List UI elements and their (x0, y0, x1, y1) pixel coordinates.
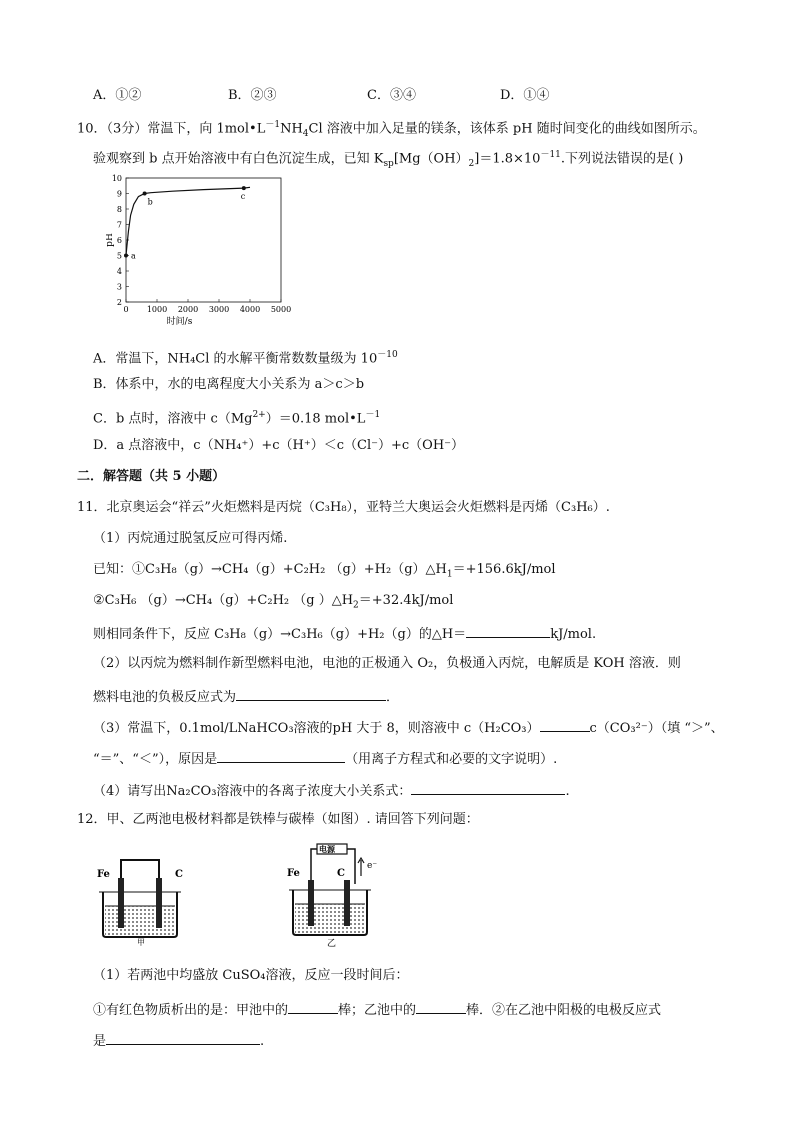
y-tick-label: 3 (116, 282, 122, 292)
fe-label: Fe (287, 868, 300, 879)
q12-part1: （1）若两池中均盛放 CuSO₄溶液，反应一段时间后： (93, 968, 409, 983)
q10-option-b: B．体系中，水的电离程度大小关系为 a＞c＞b (93, 377, 365, 392)
q12-intro: 12．甲、乙两池电极材料都是铁棒与碳棒（如图）. 请回答下列问题： (77, 812, 479, 827)
answer-blank[interactable] (217, 748, 345, 763)
ph-time-svg (106, 172, 296, 332)
q12-part1-b: 是 . (93, 1030, 264, 1051)
c-label: C (175, 869, 183, 880)
ph-curve (126, 187, 250, 255)
cell-jia-figure (95, 852, 195, 947)
jia-caption: 甲 (137, 938, 145, 947)
y-tick-label: 6 (116, 236, 122, 245)
x-tick-label: 4000 (239, 305, 261, 314)
q11-known-2: ②C₃H₆ （g）→CH₄（g）+C₂H₂ （g ）$\triangle H_2=+32.4kJ$/mol (93, 593, 454, 611)
section-2-heading: 二．解答题（共 5 小题） (77, 469, 226, 484)
x-tick-label: 5000 (270, 305, 292, 314)
q11-known-1: 已知：①C₃H₈（g）→CH₄（g）+C₂H₂ $(g)+H_2(g)\triangle H_1=+156.6kJ$/mol (93, 562, 556, 580)
point-a (124, 254, 128, 258)
x-tick-label: 1000 (146, 305, 168, 314)
point-label-b: b (147, 197, 153, 207)
q11-intro: 11．北京奥运会“祥云”火炬燃料是丙烷（C₃H₈），亚特兰大奥运会火炬燃料是丙烯（C₃H₆）. (77, 500, 610, 515)
x-axis-label: 时间/s (166, 317, 193, 327)
ph-time-chart (106, 172, 296, 332)
y-tick-label: 8 (116, 205, 122, 214)
point-label-a: a (131, 251, 136, 261)
x-tick-label: 3000 (208, 305, 230, 314)
fe-label: Fe (97, 869, 110, 880)
y-tick-label: 10 (111, 174, 122, 183)
q11-part2-b: 燃料电池的负极反应式为 ． (93, 686, 399, 707)
q11-part3-b: “＝”、“＜”），原因是 （用离子方程式和必要的文字说明）. (93, 748, 557, 769)
option-d: D．①④ (500, 88, 550, 103)
q11-part4: （4）请写出Na₂CO₃溶液中的各离子浓度大小关系式： . (93, 780, 570, 801)
q11-then: 则相同条件下，反应 C₃H₈（g）→C₃H₆（g）+H₂（g）的△H＝ kJ/mol. (93, 623, 596, 644)
answer-blank[interactable] (540, 717, 590, 732)
y-tick-label: 9 (116, 189, 122, 199)
y-tick-label: 7 (116, 220, 122, 230)
q10-line1: 10．（3分）常温下，向 $1mol•L^{-1}NH_4Cl$ 溶液中加入足量的镁条，该体系 pH 随时间变化的曲线如图所示。 (77, 120, 706, 139)
option-c: C．③④ (367, 88, 416, 103)
q11-part1: （1）丙烷通过脱氢反应可得丙烯. (93, 531, 288, 546)
yi-caption: 乙 (327, 939, 337, 949)
q12-part1-a: ①有红色物质析出的是：甲池中的 棒；乙池中的 棒．②在乙池中阳极的电极反应式 (93, 999, 661, 1020)
answer-blank[interactable] (466, 623, 550, 638)
answer-blank[interactable] (416, 999, 466, 1014)
q10-option-d: D．a 点溶液中，c（NH₄⁺）+c（H⁺）＜c（Cl⁻）+c（OH⁻） (93, 438, 465, 453)
y-tick-label: 4 (116, 267, 122, 276)
cell-yi-figure (285, 838, 385, 950)
c-label: C (337, 868, 345, 879)
x-tick-label: 2000 (177, 305, 199, 314)
y-axis-label: pH (106, 233, 115, 247)
q10-line2: 验观察到 b 点开始溶液中有白色沉淀生成，已知 $K_{sp}[Mg(OH)_2]=1.8\times 10^{-11}$.下列说法错误的是( ) (93, 150, 684, 169)
y-tick-label: 5 (116, 251, 122, 261)
answer-blank[interactable] (106, 1030, 260, 1045)
x-tick-label: 0 (123, 305, 129, 314)
option-b: B．②③ (228, 88, 277, 103)
power-source-label: 电源 (319, 844, 335, 854)
q11-part2: （2）以丙烷为燃料制作新型燃料电池，电池的正极通入 O₂，负极通入丙烷，电解质是 KOH 溶液．则 (93, 656, 681, 671)
y-tick-label: 2 (116, 298, 122, 307)
q10-option-c: C．b 点时，溶液中 $c(Mg^{2+})=0.18$ $mol•L^{-1}$ (93, 410, 381, 427)
q10-option-a: A．常温下，NH₄Cl 的水解平衡常数数量级为 $10^{-10}$ (93, 350, 398, 367)
answer-blank[interactable] (236, 686, 386, 701)
answer-blank[interactable] (288, 999, 338, 1014)
q11-part3: （3）常温下，0.1mol/LNaHCO₃溶液的pH 大于 8，则溶液中 c（H₂CO₃） c（CO₃²⁻）（填 “＞”、 (93, 717, 724, 738)
point-c (242, 186, 246, 190)
electron-label: e⁻ (367, 861, 378, 871)
answer-blank[interactable] (411, 780, 565, 795)
option-a: A．①② (93, 88, 142, 103)
point-label-c: c (240, 192, 246, 202)
point-b (143, 192, 147, 196)
